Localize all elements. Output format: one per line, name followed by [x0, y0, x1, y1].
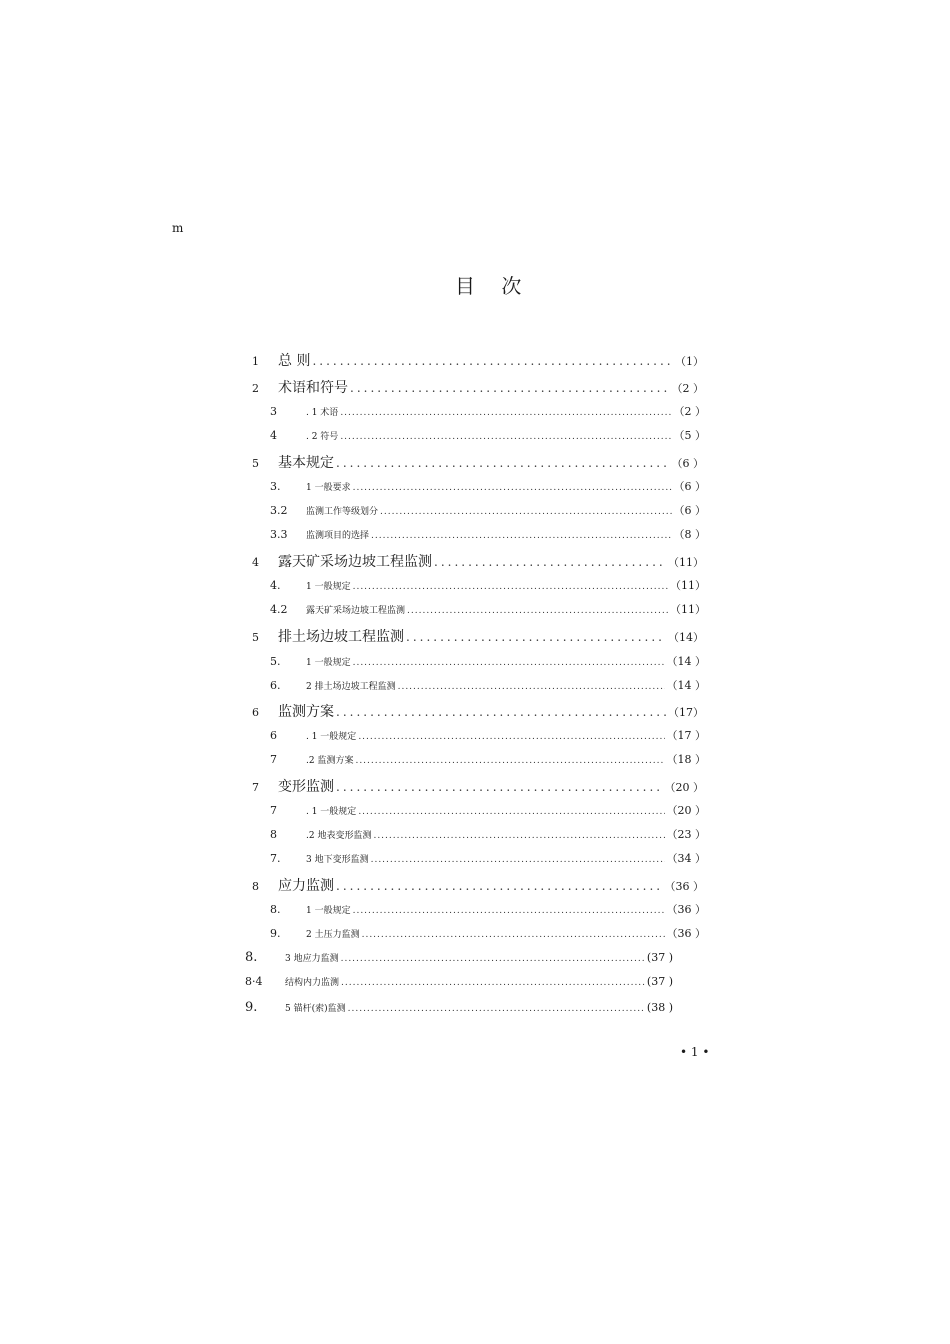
toc-entry-page: (37 ) [646, 951, 673, 964]
toc-entry-number: 4.2 [270, 603, 288, 616]
toc-entry-page: （6 ） [673, 480, 706, 493]
toc-entry[interactable] [252, 875, 704, 895]
toc-entry[interactable] [270, 850, 706, 866]
page-number: • 1 • [680, 1045, 710, 1059]
toc-entry[interactable] [245, 1000, 673, 1015]
dot-leader [373, 831, 664, 841]
toc-entry[interactable] [252, 452, 704, 472]
toc-entry-title: 监测工作等级划分 [306, 507, 379, 517]
toc-entry[interactable] [252, 377, 704, 397]
toc-entry-page: （36 ） [666, 927, 706, 940]
toc-entry-page: （11） [670, 579, 706, 592]
toc-entry-page: (38 ) [646, 1001, 673, 1014]
toc-entry[interactable] [270, 826, 706, 842]
toc-entry-title: 应力监测 [278, 878, 334, 894]
toc-entry-title: 变形监测 [278, 779, 334, 795]
dot-leader [434, 555, 666, 569]
toc-entry-number: 2 [252, 382, 259, 395]
toc-entry-number: 5 [252, 457, 259, 470]
toc-entry[interactable] [270, 478, 706, 494]
toc-entry[interactable] [252, 776, 704, 796]
toc-entry-page: （34 ） [666, 852, 706, 865]
toc-entry[interactable] [270, 925, 706, 941]
toc-entry-page: （20 ） [666, 804, 706, 817]
toc-entry-page: （1） [675, 355, 704, 368]
dot-leader [340, 432, 671, 442]
toc-entry-number: 7 [270, 804, 277, 817]
toc-entry-title: 3 地应力监测 [285, 954, 339, 964]
toc-entry-number: 8. [270, 903, 281, 916]
toc-entry-number: 4 [270, 429, 277, 442]
toc-entry-page: （20 ） [664, 781, 704, 794]
toc-entry[interactable] [270, 427, 706, 443]
toc-entry[interactable] [270, 653, 706, 669]
toc-entry-page: (37 ) [646, 975, 673, 988]
toc-entry-page: （36 ） [666, 903, 706, 916]
dot-leader [406, 630, 666, 644]
dot-leader [371, 855, 665, 865]
toc-entry-title: 监测方案 [278, 704, 334, 720]
toc-entry-number: 7. [270, 852, 281, 865]
toc-entry[interactable] [270, 802, 706, 818]
toc-entry-number: 7 [252, 781, 259, 794]
dot-leader [336, 780, 663, 794]
toc-entry-title: 1 一般规定 [306, 658, 351, 668]
toc-entry-title: .2 地表变形监测 [306, 831, 372, 841]
toc-entry-page: （17） [668, 706, 704, 719]
toc-entry[interactable] [252, 701, 704, 721]
dot-leader [355, 756, 664, 766]
dot-leader [336, 879, 663, 893]
dot-leader [336, 456, 670, 470]
toc-entry-page: （36 ） [664, 880, 704, 893]
toc-entry-number: 9. [245, 1000, 258, 1015]
toc-entry-number: 8 [252, 880, 259, 893]
toc-entry-page: （11） [670, 603, 706, 616]
toc-entry-page: （6 ） [673, 504, 706, 517]
toc-entry-title: 3 地下变形监测 [306, 855, 369, 865]
toc-entry-title: 5 锚杆(索)监测 [285, 1004, 346, 1014]
toc-entry-number: 6 [270, 729, 277, 742]
toc-entry-title: 2 土压力监测 [306, 930, 360, 940]
dot-leader [398, 682, 665, 692]
toc-entry-title: 术语和符号 [278, 380, 348, 396]
toc-entry-page: （2 ） [673, 405, 706, 418]
dot-leader [341, 954, 645, 964]
toc-entry-title: . 1 一般规定 [306, 732, 357, 742]
toc-entry-title: 基本规定 [278, 455, 334, 471]
toc-entry-number: 8 [270, 828, 277, 841]
dot-leader [353, 483, 672, 493]
toc-entry-number: 3 [270, 405, 277, 418]
page-title: 目 次 [455, 274, 532, 298]
toc-entry[interactable] [252, 626, 704, 646]
toc-entry-number: 6 [252, 706, 259, 719]
toc-entry-number: 7 [270, 753, 277, 766]
dot-leader [340, 408, 671, 418]
toc-entry-number: 1 [252, 355, 259, 368]
toc-entry-page: （14） [668, 631, 704, 644]
dot-leader [358, 732, 664, 742]
toc-entry-page: （8 ） [673, 528, 706, 541]
toc-entry[interactable] [270, 901, 706, 917]
toc-entry-number: 5 [252, 631, 259, 644]
toc-entry-title: 2 排土场边坡工程监测 [306, 682, 396, 692]
toc-entry-title: 露天矿采场边坡工程监测 [278, 554, 432, 570]
dot-leader [353, 906, 665, 916]
toc-entry-title: .2 监测方案 [306, 756, 354, 766]
toc-entry-title: 1 一般规定 [306, 582, 351, 592]
dot-leader [380, 507, 671, 517]
toc-entry[interactable] [252, 551, 704, 571]
toc-entry-number: 3.2 [270, 504, 288, 517]
toc-entry[interactable] [270, 577, 706, 593]
toc-entry-number: 4 [252, 556, 259, 569]
toc-entry-page: （18 ） [666, 753, 706, 766]
toc-entry-title: 露天矿采场边坡工程监测 [306, 606, 406, 616]
toc-entry-title: . 1 一般规定 [306, 807, 357, 817]
toc-entry[interactable] [270, 727, 706, 743]
toc-entry-page: （17 ） [666, 729, 706, 742]
toc-entry-page: （6 ） [671, 457, 704, 470]
toc-entry-number: 3.3 [270, 528, 288, 541]
toc-entry-number: 6. [270, 679, 281, 692]
toc-entry-number: 8. [245, 950, 258, 965]
toc-entry[interactable] [252, 350, 704, 370]
corner-mark: m [172, 221, 184, 235]
toc-entry-number: 8·4 [245, 975, 263, 988]
dot-leader [407, 606, 668, 616]
toc-entry-title: 监测项目的选择 [306, 531, 370, 541]
dot-leader [353, 582, 668, 592]
dot-leader [341, 978, 645, 988]
dot-leader [371, 531, 671, 541]
dot-leader [362, 930, 665, 940]
toc-entry-title: 1 一般要求 [306, 483, 351, 493]
toc-entry[interactable] [270, 502, 706, 518]
toc-entry[interactable] [270, 751, 706, 767]
toc-entry-page: （11） [668, 556, 704, 569]
toc-entry[interactable] [270, 526, 706, 542]
toc-entry[interactable] [270, 677, 706, 693]
toc-entry-title: . 2 符号 [306, 432, 339, 442]
dot-leader [336, 705, 666, 719]
toc-entry-page: （23 ） [666, 828, 706, 841]
dot-leader [348, 1004, 645, 1014]
toc-entry-number: 3. [270, 480, 281, 493]
toc-entry[interactable] [245, 950, 673, 965]
toc-entry-page: （14 ） [666, 655, 706, 668]
dot-leader [312, 354, 673, 368]
toc-entry[interactable] [270, 403, 706, 419]
toc-entry[interactable] [270, 601, 706, 617]
toc-entry-number: 4. [270, 579, 281, 592]
toc-entry-number: 5. [270, 655, 281, 668]
toc-entry-title: 总 则 [278, 353, 311, 369]
toc-entry-title: 结构内力监测 [285, 978, 340, 988]
toc-entry-page: （2 ） [671, 382, 704, 395]
dot-leader [350, 381, 670, 395]
toc-entry-title: 1 一般规定 [306, 906, 351, 916]
toc-entry-title: . 1 术语 [306, 408, 339, 418]
toc-entry-page: （5 ） [673, 429, 706, 442]
toc-entry-title: 排土场边坡工程监测 [278, 629, 404, 645]
toc-entry-page: （14 ） [666, 679, 706, 692]
toc-entry-number: 9. [270, 927, 281, 940]
toc-entry[interactable] [245, 975, 673, 988]
dot-leader [353, 658, 665, 668]
dot-leader [358, 807, 664, 817]
